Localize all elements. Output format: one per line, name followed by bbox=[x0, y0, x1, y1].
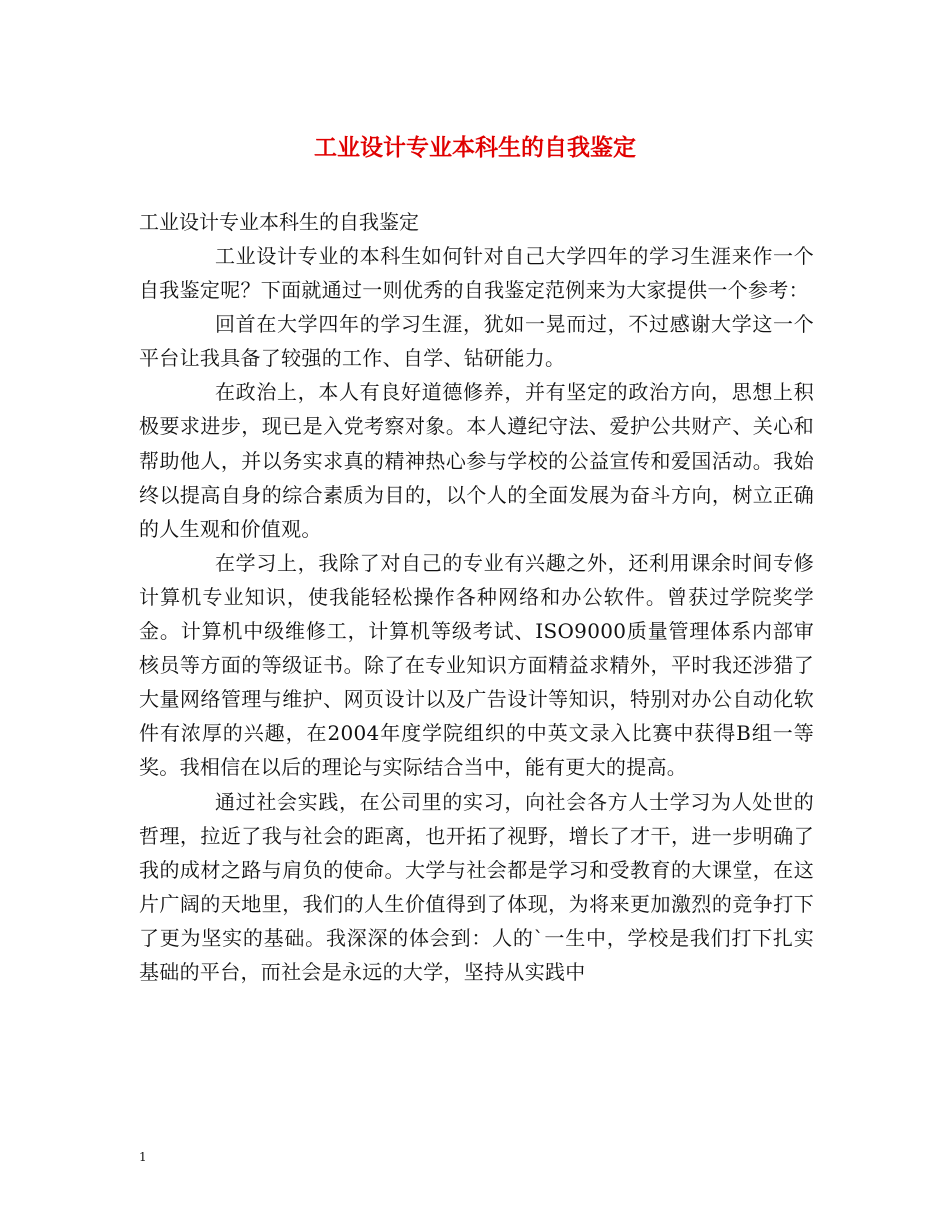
document-body bbox=[139, 239, 814, 989]
document-title: 工业设计专业本科生的自我鉴定 bbox=[314, 134, 636, 161]
paragraph-review: 回首在大学四年的学习生涯，犹如一晃而过，不过感谢大学这一个平台让我具备了较强的工作、自学、钻研能力。 bbox=[139, 312, 814, 371]
paragraph-practice: 通过社会实践，在公司里的实习，向社会各方人士学习为人处世的哲理，拉近了我与社会的距离，也开拓了视野，增长了才干，进一步明确了我的成材之路与肩负的使命。大学与社会都是学习和受教育的大课堂，在这片广阔的天地里，我们的人生价值得到了体现，为将来更加激烈的竞争打下了更为坚实的基础。我深深的体会到：人的`一生中，学校是我们打下扎实基础的平台，而社会是永远的大学，坚持从实践中 bbox=[139, 789, 814, 984]
paragraph-politics: 在政治上，本人有良好道德修养，并有坚定的政治方向，思想上积极要求进步，现已是入党考察对象。本人遵纪守法、爱护公共财产、关心和帮助他人，并以务实求真的精神热心参与学校的公益宣传和爱国活动。我始终以提高自身的综合素质为目的，以个人的全面发展为奋斗方向，树立正确的人生观和价值观。 bbox=[139, 380, 814, 541]
paragraph-study: 在学习上，我除了对自己的专业有兴趣之外，还利用课余时间专修计算机专业知识，使我能轻松操作各种网络和办公软件。曾获过学院奖学金。计算机中级维修工，计算机等级考试、ISO9000质量管理体系内部审核员等方面的等级证书。除了在专业知识方面精益求精外，平时我还涉猎了大量网络管理与维护、网页设计以及广告设计等知识，特别对办公自动化软件有浓厚的兴趣，在2004年度学院组织的中英文录入比赛中获得B组一等奖。我相信在以后的理论与实际结合当中，能有更大的提高。 bbox=[139, 550, 814, 780]
page-number: 1 bbox=[139, 1150, 147, 1164]
document-subtitle: 工业设计专业本科生的自我鉴定 bbox=[139, 210, 419, 234]
paragraph-intro: 工业设计专业的本科生如何针对自己大学四年的学习生涯来作一个自我鉴定呢？下面就通过一则优秀的自我鉴定范例来为大家提供一个参考： bbox=[139, 244, 814, 303]
